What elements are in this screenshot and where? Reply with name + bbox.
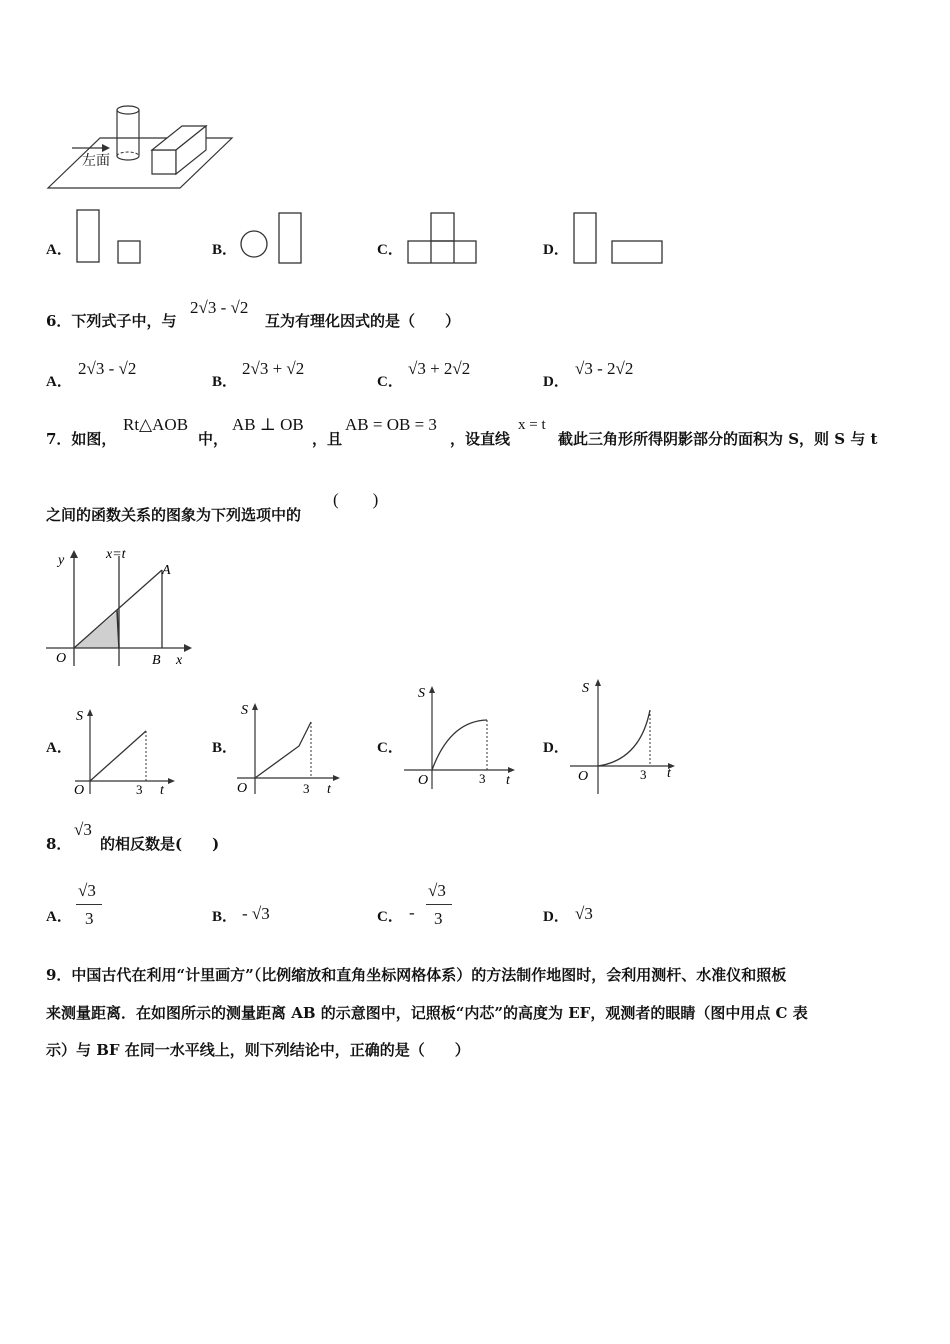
q7-a-s-label: S	[76, 709, 83, 724]
q7-c-three-label: 3	[479, 771, 486, 786]
q7-c-s-label: S	[418, 686, 425, 701]
q5-option-d-figure	[572, 211, 667, 267]
q5-option-b-letter[interactable]: B．	[212, 242, 238, 258]
q8-option-c-numerator: √3	[428, 881, 446, 900]
q7-stem-p3: ，且	[312, 430, 343, 448]
q7-c-t-label: t	[506, 773, 510, 788]
q6-option-c-letter[interactable]: C．	[377, 374, 403, 390]
q6-option-a-expression: 2√3 - √2	[78, 359, 137, 378]
q7-option-c-graph	[402, 683, 522, 793]
q7-fig-o-label: O	[56, 651, 67, 666]
q8-option-c-letter[interactable]: C．	[377, 909, 403, 925]
q8-option-c-fraction-bar	[426, 904, 452, 905]
q8-stem-expression: √3	[74, 820, 92, 839]
q7-c-o-label: O	[418, 773, 429, 788]
q5-option-d-letter[interactable]: D．	[543, 242, 569, 258]
q7-option-b-letter[interactable]: B．	[212, 740, 238, 756]
q7-b-o-label: O	[237, 781, 248, 796]
q9-stem-line2: 来测量距离．在如图所示的测量距离 AB 的示意图中，记照板“内芯”的高度为 EF，观测者的眼睛（图中用点 C 表	[46, 1004, 808, 1022]
q7-option-a-graph	[70, 706, 180, 798]
q6-option-c-expression: √3 + 2√2	[408, 359, 471, 378]
q7-a-t-label: t	[160, 783, 164, 798]
q9-stem-line3: 示）与 BF 在同一水平线上，则下列结论中，正确的是（ ）	[46, 1041, 470, 1059]
q7-b-three-label: 3	[303, 781, 310, 796]
q8-option-a-denominator: 3	[85, 909, 94, 928]
q7-d-o-label: O	[578, 769, 589, 784]
q7-a-o-label: O	[74, 783, 85, 798]
solid-figure	[40, 100, 240, 195]
q9-stem-line1: 9．中国古代在利用“计里画方”（比例缩放和直角坐标网格体系）的方法制作地图时，会利用测杆、水准仪和照板	[46, 966, 787, 984]
q7-stem-m4: x = t	[518, 417, 546, 433]
q7-option-c-letter[interactable]: C．	[377, 740, 403, 756]
q5-option-a-letter[interactable]: A．	[46, 242, 72, 258]
q8-option-a-letter[interactable]: A．	[46, 909, 72, 925]
q5-option-a-figure	[76, 209, 146, 267]
q7-option-b-graph	[235, 700, 345, 798]
q7-option-d-graph	[568, 676, 683, 798]
q7-triangle-figure	[44, 548, 194, 673]
q6-stem-prefix: 6．下列式子中，与	[46, 312, 177, 330]
q7-fig-b-label: B	[152, 653, 161, 668]
q7-d-three-label: 3	[640, 767, 647, 782]
q7-a-three-label: 3	[136, 782, 143, 797]
q7-fig-a-label: A	[162, 563, 171, 578]
q7-fig-xt-label: x=t	[106, 547, 126, 562]
q6-option-a-letter[interactable]: A．	[46, 374, 72, 390]
q8-option-a-numerator: √3	[78, 881, 96, 900]
q7-option-d-letter[interactable]: D．	[543, 740, 569, 756]
q6-stem-expression: 2√3 - √2	[190, 298, 249, 317]
q8-stem-suffix: 的相反数是( )	[100, 835, 220, 853]
q7-stem-m3: AB = OB = 3	[345, 415, 437, 434]
q8-option-b-expression: - √3	[242, 904, 270, 923]
q7-b-t-label: t	[327, 782, 331, 797]
q7-stem-p4: ，设直线	[450, 430, 511, 448]
q7-fig-y-label: y	[58, 553, 65, 568]
q7-stem-p5: 截此三角形所得阴影部分的面积为 S，则 S 与 t	[558, 430, 878, 448]
q8-option-c-denominator: 3	[434, 909, 443, 928]
q6-option-b-expression: 2√3 + √2	[242, 359, 305, 378]
q8-option-a-fraction-bar	[76, 904, 102, 905]
q5-option-b-figure	[239, 211, 309, 267]
q6-option-b-letter[interactable]: B．	[212, 374, 238, 390]
q7-d-t-label: t	[667, 766, 671, 781]
q7-stem-line2: 之间的函数关系的图象为下列选项中的	[46, 506, 302, 524]
q8-stem-prefix: 8．	[46, 835, 72, 853]
q7-stem-p1: 7．如图，	[46, 430, 117, 448]
q7-stem-paren: ( )	[333, 490, 379, 509]
q6-stem-suffix: 互为有理化因式的是（ ）	[265, 312, 461, 330]
q7-stem-p2: 中，	[198, 430, 229, 448]
q7-stem-m1: Rt△AOB	[123, 415, 189, 434]
q5-option-c-letter[interactable]: C．	[377, 242, 403, 258]
q7-d-s-label: S	[582, 681, 589, 696]
q7-stem-m2: AB ⊥ OB	[232, 415, 304, 434]
q7-option-a-letter[interactable]: A．	[46, 740, 72, 756]
q8-option-c-sign: -	[409, 903, 415, 922]
q8-option-b-letter[interactable]: B．	[212, 909, 238, 925]
q7-b-s-label: S	[241, 703, 248, 718]
q8-option-d-letter[interactable]: D．	[543, 909, 569, 925]
q7-fig-x-label: x	[176, 653, 183, 668]
q6-option-d-expression: √3 - 2√2	[575, 359, 634, 378]
left-view-label: 左面	[82, 153, 110, 169]
q8-option-d-expression: √3	[575, 904, 593, 923]
q6-option-d-letter[interactable]: D．	[543, 374, 569, 390]
q5-option-c-figure	[406, 211, 481, 267]
